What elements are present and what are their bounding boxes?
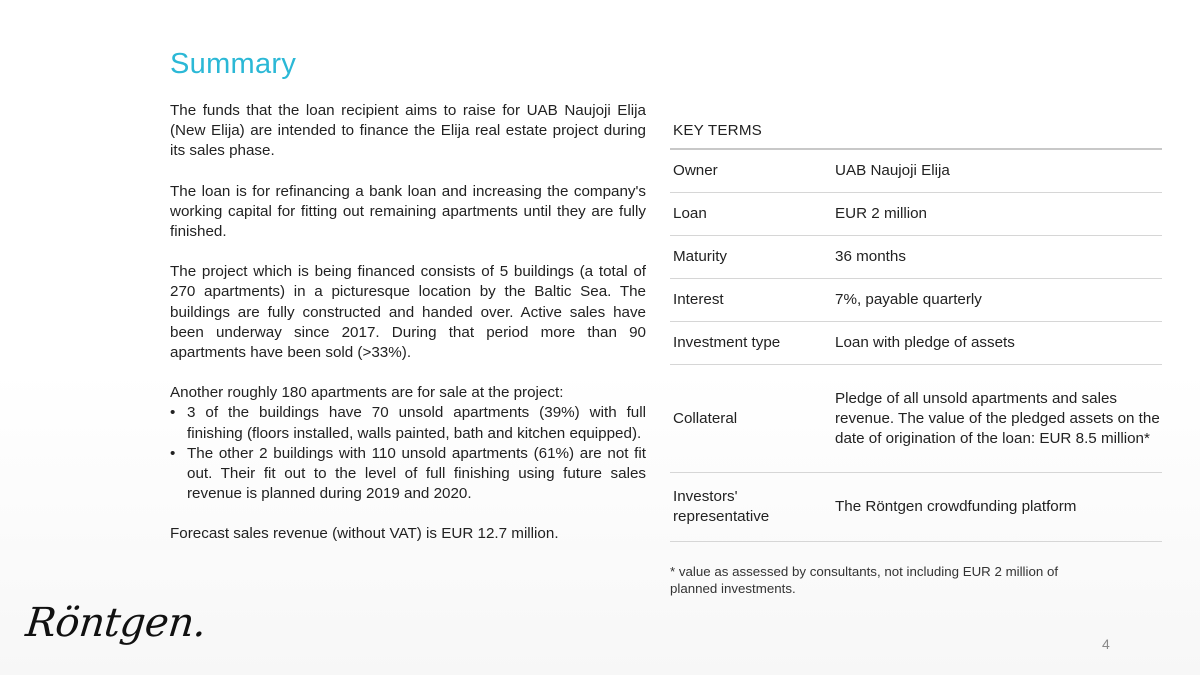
term-value: 36 months xyxy=(835,248,906,265)
key-terms-row xyxy=(670,193,1162,236)
term-value: UAB Naujoji Elija xyxy=(835,162,950,179)
page-title: Summary xyxy=(170,48,297,80)
rontgen-logo: Röntgen. xyxy=(23,600,209,646)
term-value: Loan with pledge of assets xyxy=(835,334,1015,351)
bullet-item xyxy=(170,444,646,505)
term-value: EUR 2 million xyxy=(835,205,927,222)
term-label: Interest xyxy=(673,291,724,308)
summary-bullet-list xyxy=(170,403,646,504)
term-label: Owner xyxy=(673,162,718,179)
term-label: Investment type xyxy=(673,334,781,351)
key-terms-row xyxy=(670,322,1162,365)
bullet-item xyxy=(170,403,646,443)
key-terms-table xyxy=(670,114,1162,542)
key-terms-row xyxy=(670,279,1162,322)
summary-paragraph: The project which is being financed consists of 5 buildings (a total of 270 apartments) in a picturesque location by the Baltic Sea. The buildings are fully constructed and handed over. Active sales have been underway since 2017. During that period more than 90 apartments have been sold (>33%). xyxy=(170,263,646,362)
bullet-dot: • xyxy=(170,404,176,422)
summary-paragraph: The funds that the loan recipient aims to raise for UAB Naujoji Elija (New Elija) are intended to finance the Elija real estate project during its sales phase. xyxy=(170,102,646,160)
term-label: Maturity xyxy=(673,248,728,265)
key-terms-header: KEY TERMS xyxy=(670,114,1162,150)
term-value: Pledge of all unsold apartments and sales revenue. The value of the pledged assets on the date of origination of the loan: EUR 8.5 million* xyxy=(835,389,1160,447)
summary-text xyxy=(170,101,646,545)
term-label: Collateral xyxy=(673,409,738,427)
key-terms-row xyxy=(670,236,1162,279)
term-label: Loan xyxy=(673,205,707,222)
footnote: * value as assessed by consultants, not including EUR 2 million of planned investments. xyxy=(670,564,1059,596)
bullet-dot: • xyxy=(170,444,176,462)
key-terms-row xyxy=(670,365,1162,473)
term-label: Investors' representative xyxy=(673,488,770,525)
summary-paragraph: Forecast sales revenue (without VAT) is EUR 12.7 million. xyxy=(170,525,559,543)
key-terms-row xyxy=(670,150,1162,193)
term-value: 7%, payable quarterly xyxy=(835,291,982,308)
term-value: The Röntgen crowdfunding platform xyxy=(835,498,1077,515)
bullet-text: The other 2 buildings with 110 unsold apartments (61%) are not fit out. Their fit out to the level of full finishing using future sales revenue is planned during 2019 and 2020. xyxy=(187,444,646,503)
key-terms-row xyxy=(670,473,1162,542)
summary-paragraph: Another roughly 180 apartments are for sale at the project: xyxy=(170,384,564,402)
bullet-text: 3 of the buildings have 70 unsold apartments (39%) with full finishing (floors installed, walls painted, bath and kitchen equipped). xyxy=(187,404,646,442)
page-number: 4 xyxy=(1102,636,1110,652)
summary-paragraph: The loan is for refinancing a bank loan and increasing the company's working capital for fitting out remaining apartments until they are fully finished. xyxy=(170,182,646,241)
